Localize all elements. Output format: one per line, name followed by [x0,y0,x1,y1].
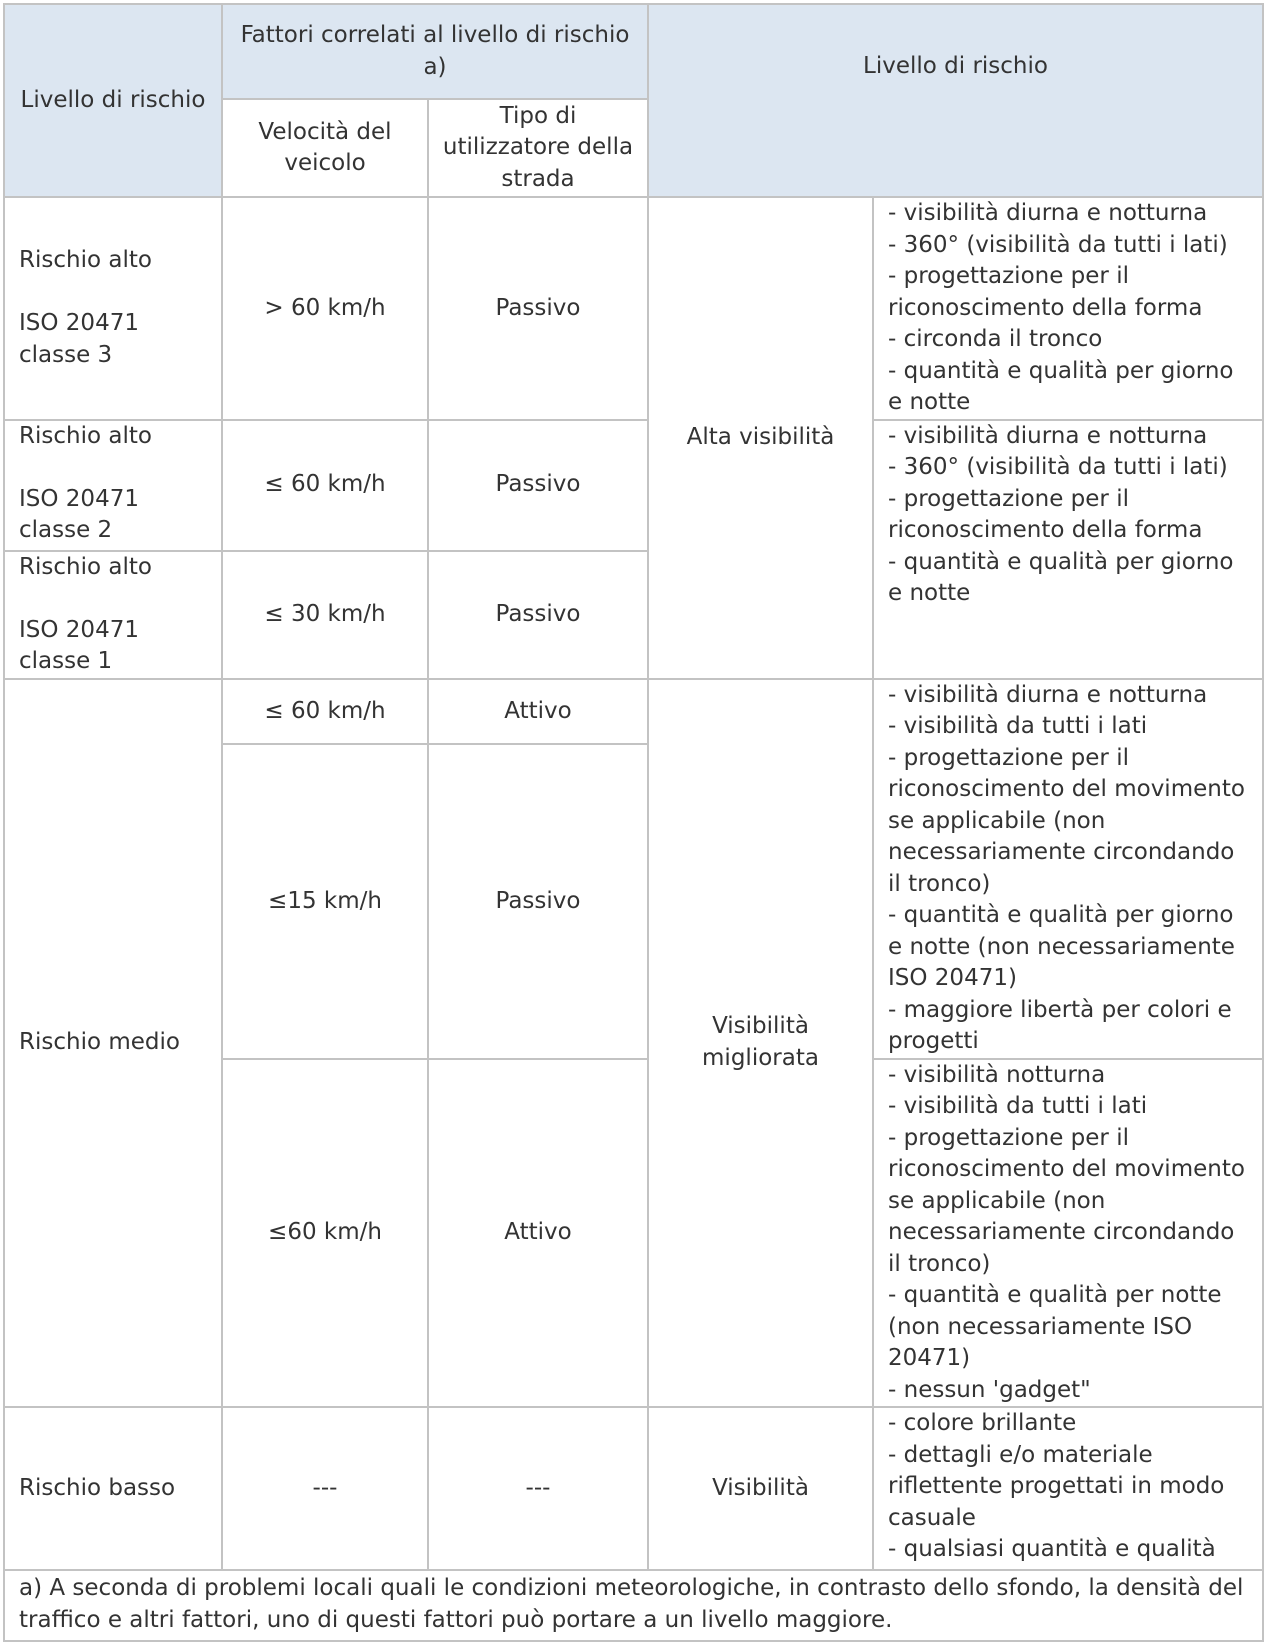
desc-item: - progettazione per il riconoscimento del movimento se applicabile (non necessariamente circondando il tronco) [888,1124,1245,1277]
speed-cell: ≤ 30 km/h [222,551,428,679]
risk-level-table [3,3,1264,1642]
desc-item: - colore brillante [888,1410,1077,1436]
user-type-cell: Attivo [428,1059,648,1408]
speed-cell: ≤ 60 km/h [222,420,428,551]
standard-label: ISO 20471 [19,485,139,512]
desc-item: - nessun 'gadget" [888,1376,1091,1403]
class-label: classe 1 [19,648,113,674]
desc-item: - visibilità diurna e notturna [888,422,1208,449]
header-road-user-type: Tipo di utilizzatore della strada [428,99,648,197]
desc-item: - dettagli e/o materiale riflettente progettati in modo casuale [888,1441,1225,1531]
desc-item: - qualsiasi quantità e qualità [888,1536,1216,1562]
class-label: classe 2 [19,517,113,543]
table-row [4,679,1263,745]
footnote: a) A seconda di problemi locali quali le condizioni meteorologiche, in contrasto dello sfondo, la densità del traffico e altri fattori, uno di questi fattori può portare a un livello maggiore. [4,1570,1263,1641]
header-risk-level: Livello di rischio [4,4,222,197]
desc-item: - visibilità notturna [888,1061,1106,1088]
desc-item: - 360° (visibilità da tutti i lati) [888,454,1228,480]
desc-item: - progettazione per il riconoscimento della forma [888,485,1203,543]
visibility-cell-low: Visibilità [648,1407,873,1570]
risk-level-cell [4,420,222,551]
speed-cell: ≤ 60 km/h [222,679,428,745]
speed-cell: --- [222,1407,428,1570]
description-cell [873,1407,1263,1570]
user-type-cell: Attivo [428,679,648,745]
desc-item: - progettazione per il riconoscimento della forma [888,263,1203,321]
description-cell [873,679,1263,1059]
desc-item: - 360° (visibilità da tutti i lati) [888,231,1228,258]
visibility-cell-medium: Visibilità migliorata [648,679,873,1408]
description-cell [873,1059,1263,1408]
risk-level-label: Rischio alto [19,553,152,580]
user-type-cell: Passivo [428,744,648,1058]
speed-cell: ≤15 km/h [222,744,428,1058]
risk-level-label: Rischio alto [19,247,152,274]
user-type-cell: Passivo [428,551,648,679]
table-row [4,420,1263,551]
risk-level-cell [4,551,222,679]
class-label: classe 3 [19,341,113,368]
desc-item: - visibilità diurna e notturna [888,200,1208,226]
desc-item: - circonda il tronco [888,326,1103,352]
table-row [4,1407,1263,1570]
speed-cell: ≤60 km/h [222,1059,428,1408]
desc-item: - quantità e qualità per giorno e notte [888,357,1234,415]
standard-label: ISO 20471 [19,310,139,337]
risk-level-cell: Rischio basso [4,1407,222,1570]
description-cell [873,197,1263,420]
user-type-cell: Passivo [428,197,648,420]
desc-item: - visibilità da tutti i lati [888,1093,1148,1119]
desc-item: - progettazione per il riconoscimento del movimento se applicabile (non necessariamente circondando il tronco) [888,744,1245,897]
risk-level-cell [4,197,222,420]
desc-item: - maggiore libertà per colori e progetti [888,996,1232,1054]
risk-level-label: Rischio alto [19,422,152,449]
speed-cell: > 60 km/h [222,197,428,420]
standard-label: ISO 20471 [19,616,139,643]
visibility-cell-high: Alta visibilità [648,197,873,679]
header-vehicle-speed: Velocità del veicolo [222,99,428,197]
desc-item: - visibilità diurna e notturna [888,681,1208,708]
user-type-cell: --- [428,1407,648,1570]
risk-level-cell: Rischio medio [4,679,222,1408]
desc-item: - quantità e qualità per notte (non necessariamente ISO 20471) [888,1282,1222,1371]
desc-item: - quantità e qualità per giorno e notte (non necessariamente ISO 20471) [888,902,1235,991]
risk-table-container [3,3,1264,1642]
header-risk-level-right: Livello di rischio [648,4,1263,197]
desc-item: - visibilità da tutti i lati [888,713,1148,739]
description-cell [873,420,1263,679]
user-type-cell: Passivo [428,420,648,551]
footnote-row [4,1570,1263,1641]
header-factors: Fattori correlati al livello di rischio a) [222,4,648,99]
table-row [4,197,1263,420]
desc-item: - quantità e qualità per giorno e notte [888,548,1234,606]
